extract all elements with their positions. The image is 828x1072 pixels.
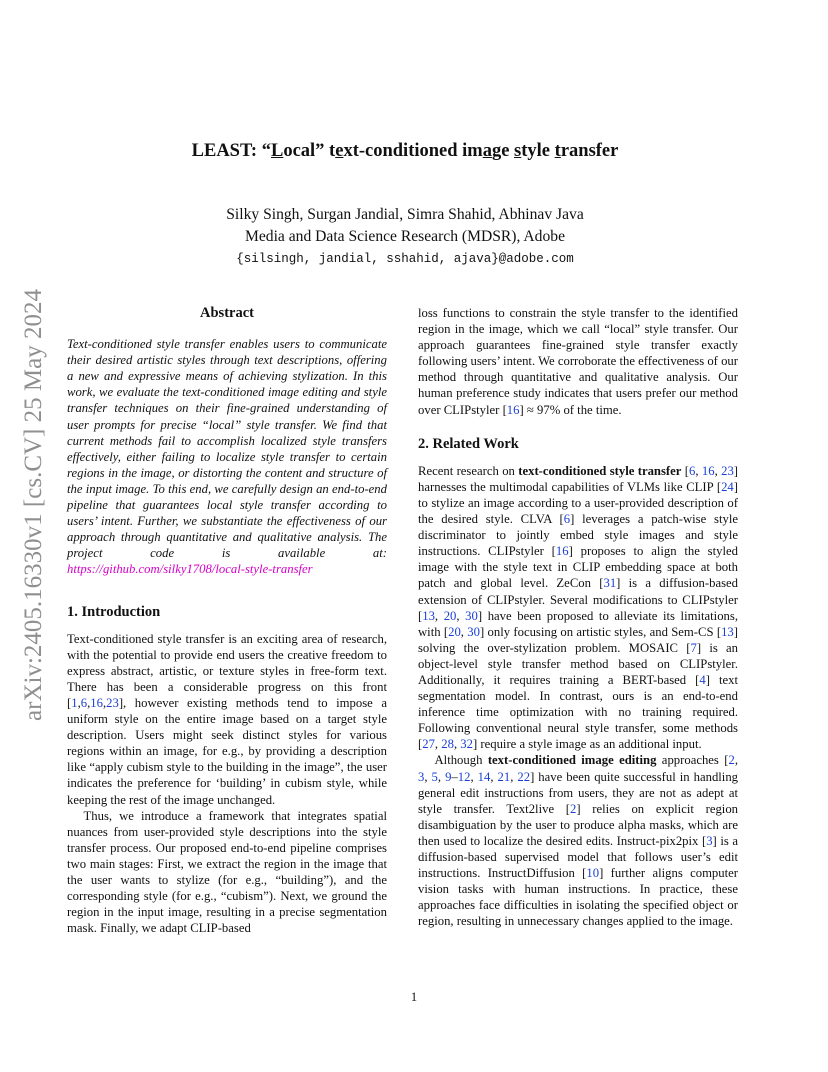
citation-link[interactable]: 14 bbox=[477, 769, 491, 784]
citation-link[interactable]: 7 bbox=[690, 640, 697, 655]
arxiv-sidebar-stamp bbox=[14, 270, 54, 740]
citation-link[interactable]: 20 bbox=[448, 624, 461, 639]
introduction-paragraph-1: Text-conditioned style transfer is an exciting area of research, with the potential to provide end users the creative freedom to express abstract, artistic, or texture styles in free-form text. There has been a considerable progress on this front [1,6,16,23], however existing methods tend to impose a uniform style on the entire image based on a target style description. Users might seek distinct styles for various regions within an image, for e.g., by providing a description like “apply cubism style to the building in the image”, the user indicates the preference for ‘building’ in cubism style, while keeping the rest of the image unchanged. bbox=[67, 631, 387, 807]
related-work-paragraph-1: Recent research on text-conditioned style transfer [6, 16, 23] harnesses the multimodal capabilities of VLMs like CLIP [24] to stylize an image according to a user-provided description of the desired style. CLVA [6] leverages a patch-wise style discriminator to jointly embed style images and style instructions. CLIPstyler [16] proposes to align the styled image with the style text in CLIP embedding space at both patch and global level. ZeCon [31] is a diffusion-based extension of CLIPstyler. Several modifications to CLIPstyler [13, 20, 30] have been proposed to alleviate its limitations, with [20, 30] only focusing on artistic styles, and Sem-CS [13] solving the over-stylization problem. MOSAIC [7] is an object-level style transfer method based on CLIPstyler. Additionally, it requires training a BERT-based [4] text segmentation model. In contrast, ours is an end-to-end inference time optimization with no training required. Following conventional neural style transfer, some methods [27, 28, 32] require a style image as an additional input. bbox=[418, 463, 739, 752]
citation-link[interactable]: 3 bbox=[706, 833, 713, 848]
left-column bbox=[67, 305, 387, 936]
citation-link[interactable]: 27 bbox=[422, 737, 435, 752]
author-names: Silky Singh, Surgan Jandial, Simra Shahid, Abhinav Java bbox=[226, 206, 584, 223]
citation-link[interactable]: 31 bbox=[603, 576, 617, 591]
citation-link[interactable]: 16 bbox=[506, 402, 520, 417]
arxiv-identifier: arXiv:2405.16330v1 [cs.CV] 25 May 2024 bbox=[20, 289, 47, 721]
citation-link[interactable]: 16 bbox=[90, 695, 103, 710]
citation-link[interactable]: 23 bbox=[721, 463, 734, 478]
citation-link[interactable]: 12 bbox=[457, 769, 471, 784]
citation-link[interactable]: 28 bbox=[441, 737, 454, 752]
introduction-paragraph-3: loss functions to constrain the style transfer to the identified region in the image, which we call “local” style transfer. Our approach guarantees fine-grained style transfer exactly following users’ intent. We corroborate the effectiveness of our method through quantitative and qualitative analysis. Our human preference study indicates that users prefer our method over CLIPstyler [16] ≈ 97% of the time. bbox=[418, 306, 738, 417]
author-block bbox=[70, 204, 740, 248]
introduction-heading: 1. Introduction bbox=[67, 603, 161, 620]
citation-link[interactable]: 9 bbox=[445, 769, 452, 784]
citation-link[interactable]: 30 bbox=[465, 608, 478, 623]
citation-link[interactable]: 23 bbox=[106, 695, 119, 710]
page-number: 1 bbox=[410, 990, 418, 1004]
paper-title: LEAST: “Local” text-conditioned image style transfer bbox=[191, 141, 619, 161]
citation-link[interactable]: 20 bbox=[443, 608, 457, 623]
citation-link[interactable]: 2 bbox=[570, 801, 577, 816]
related-work-heading: 2. Related Work bbox=[418, 435, 519, 452]
citation-link[interactable]: 4 bbox=[699, 672, 706, 687]
abstract-heading: Abstract bbox=[200, 305, 254, 321]
citation-link[interactable]: 10 bbox=[586, 866, 600, 881]
citation-link[interactable]: 16 bbox=[701, 463, 715, 478]
project-url-link[interactable]: https://github.com/silky1708/local-style-transfer bbox=[67, 562, 313, 577]
citation-link[interactable]: 5 bbox=[431, 769, 438, 784]
related-work-paragraph-2: Although text-conditioned image editing approaches [2, 3, 5, 9–12, 14, 21, 22] have been quite successful in handling general edit instructions from users, they are not as adept at style transfer. Text2live [2] relies on explicit region disambiguation by the user to produce alpha masks, which are then used to localize the desired edits. Instruct-pix2pix [3] is a diffusion-based supervised model that follows user’s edit instructions. InstructDiffusion [10] further aligns computer vision tasks with human instructions. In practice, these approaches face difficulties in isolating the specified object or region, resulting in unnecessary changes applied to the image. bbox=[418, 753, 739, 929]
author-affiliation: Media and Data Science Research (MDSR), Adobe bbox=[244, 228, 565, 245]
citation-link[interactable]: 16 bbox=[555, 544, 569, 559]
citation-link[interactable]: 13 bbox=[721, 624, 734, 639]
citation-link[interactable]: 24 bbox=[721, 479, 734, 494]
author-emails: {silsingh, jandial, sshahid, ajava}@adobe.com bbox=[236, 252, 574, 266]
citation-link[interactable]: 2 bbox=[728, 753, 735, 768]
right-column bbox=[418, 305, 738, 929]
citation-link[interactable]: 1 bbox=[71, 695, 78, 710]
citation-link[interactable]: 30 bbox=[467, 624, 480, 639]
citation-link[interactable]: 32 bbox=[460, 737, 473, 752]
citation-link[interactable]: 3 bbox=[418, 769, 425, 784]
abstract-text: Text-conditioned style transfer enables users to communicate their desired artistic styles through text descriptions, offering a new and expressive means of achieving stylization. In this work, we evaluate the text-conditioned image editing and style transfer techniques on their fine-grained understanding of user prompts for precise “local” style transfer. We find that current methods fail to accomplish localized style transfers effectively, either failing to localize style transfer to certain regions in the image, or distorting the content and structure of the input image. To this end, we carefully design an end-to-end pipeline that guarantees local style transfer according to users’ intent. Further, we substantiate the effectiveness of our approach through quantitative and qualitative analysis. The project code is available at: https://github.com/silky1708/local-style-transfer bbox=[67, 337, 387, 577]
introduction-paragraph-2: Thus, we introduce a framework that integrates spatial nuances from user-provided style descriptions into the style transfer process. Our proposed end-to-end pipeline comprises two main stages: First, we extract the region in the image that the user wants to stylize (for e.g., “building”), and the corresponding style (for e.g., “cubism”). Next, we ground the region in the input image, resulting in a precise segmentation mask. Finally, we adapt CLIP-based bbox=[67, 808, 387, 936]
citation-link[interactable]: 21 bbox=[497, 769, 511, 784]
citation-link[interactable]: 13 bbox=[422, 608, 435, 623]
citation-link[interactable]: 6 bbox=[80, 695, 88, 710]
citation-link[interactable]: 6 bbox=[689, 463, 696, 478]
citation-link[interactable]: 22 bbox=[517, 769, 531, 784]
citation-link[interactable]: 6 bbox=[563, 512, 571, 527]
